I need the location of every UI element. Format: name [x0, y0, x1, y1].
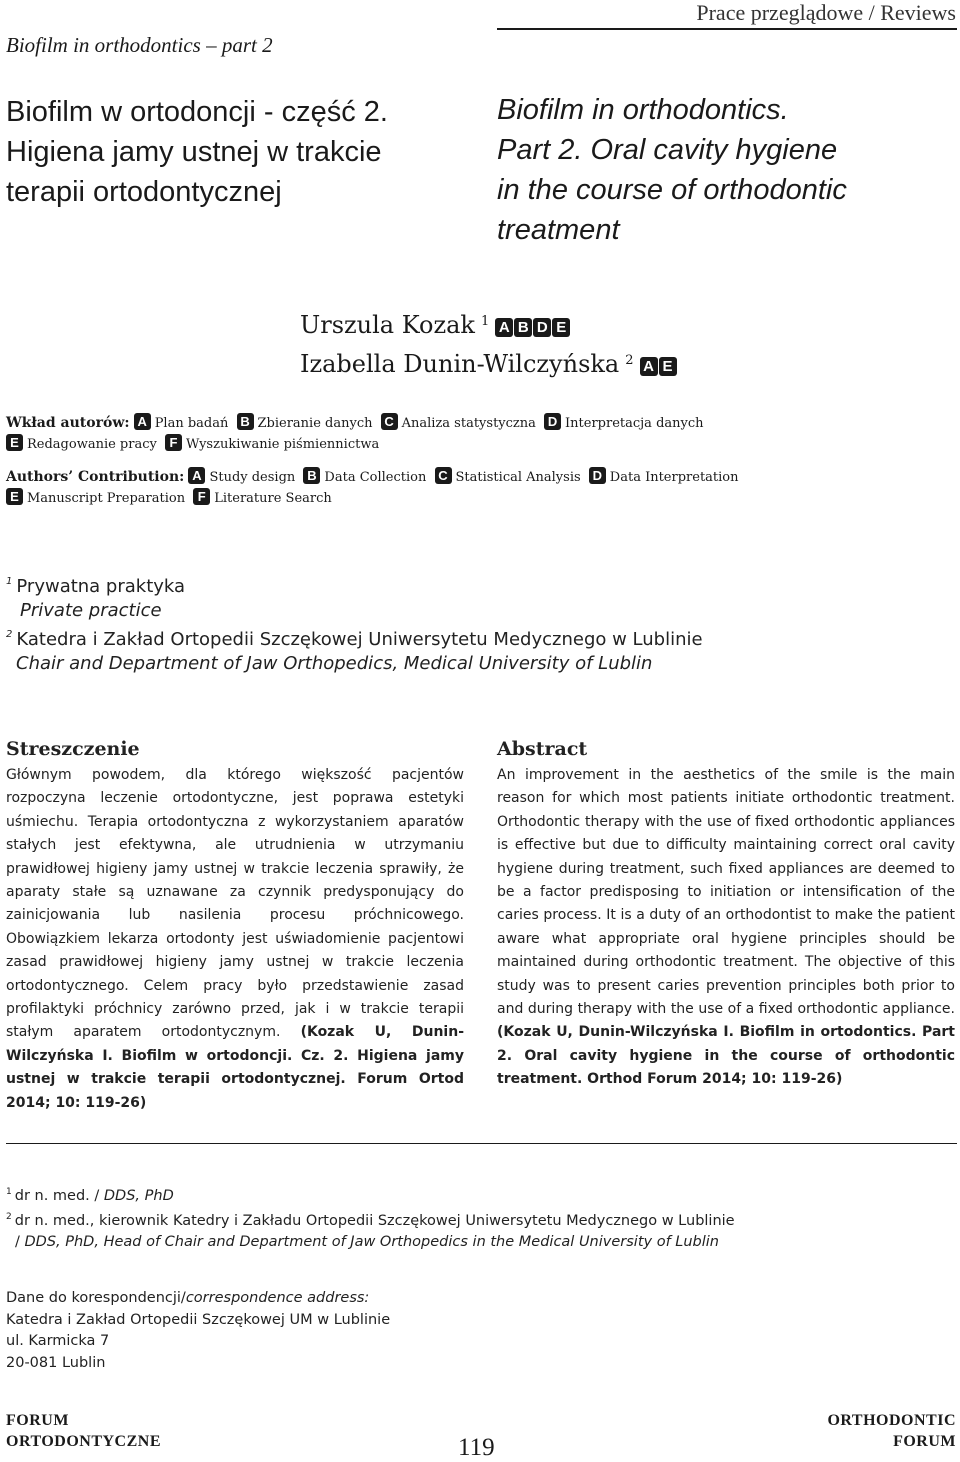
abstract-citation: (Kozak U, Dunin-Wilczyńska I. Biofilm w ortodoncji. Cz. 2. Higiena jamy ustnej w trakcie terapii ortodontycznej. Forum Ortod 2014; 10: 119-26) [6, 1024, 465, 1111]
note-en: DDS, PhD [103, 1188, 174, 1204]
contribution-item [435, 470, 581, 485]
role-badge: E [552, 318, 570, 337]
role-badge: A [640, 357, 658, 376]
journal-name-en [827, 1410, 956, 1452]
affil-number: 2 [6, 629, 13, 640]
title-pl-line: Higiena jamy ustnej w trakcie [6, 136, 382, 168]
contribution-item [544, 416, 703, 431]
role-badge: C [381, 413, 398, 430]
abstract-heading: Abstract [497, 738, 588, 760]
affiliation-1 [6, 570, 703, 599]
note-2 [6, 1207, 735, 1232]
affil-pl: Prywatna praktyka [16, 576, 186, 597]
contribution-text: Data Collection [324, 470, 427, 485]
abstract-heading: Streszczenie [6, 738, 140, 760]
contribution-item [237, 416, 373, 431]
role-badge: B [303, 467, 320, 484]
title-english [497, 90, 957, 250]
contribution-text: Zbieranie danych [257, 416, 373, 431]
author-affil-number: 2 [625, 353, 634, 368]
note-2-en [6, 1232, 735, 1253]
abstract-body: Głównym powodem, dla którego większość pacjentów rozpoczyna leczenie ortodontyczne, jest poprawa estetyki uśmiechu. Terapia ortodontyczna z wykorzystaniem aparatów stałych jest efektywna, ale utrudnienia w utrzymaniu prawidłowej higieny jamy ustnej w trakcie leczenia sprawiły, że aparaty stałe są uznawane za czynnik predysponujący do zainicjowania lub nasilenia procesu próchnicowego. Obowiązkiem lekarza ortodonty jest uświadomienie pacjentowi zasad prawidłowej higieny jamy ustnej w trakcie leczenia ortodontycznego. Celem pracy było przedstawienie zasad profilaktyki próchnicy zarówno przed, jak i w trakcie terapii stałym aparatem ortodontycznym. [6, 767, 464, 1041]
note-1 [6, 1182, 735, 1207]
note-slash: / [15, 1234, 25, 1250]
journal-name-pl [6, 1410, 161, 1452]
title-en-line: treatment [497, 214, 620, 246]
role-badge: C [435, 467, 452, 484]
contribution-item [6, 491, 185, 506]
contribution-text: Literature Search [214, 491, 332, 506]
contribution-item [381, 416, 536, 431]
title-polish [6, 92, 476, 212]
contribution-text: Wyszukiwanie piśmiennictwa [186, 437, 380, 452]
role-badge: B [514, 318, 532, 337]
journal-line: ORTODONTYCZNE [6, 1433, 161, 1450]
journal-line: ORTHODONTIC [827, 1412, 956, 1429]
corr-label-pl: Dane do korespondencji/ [6, 1290, 186, 1306]
contribution-label: Wkład autorów: [6, 415, 130, 431]
contribution-item [303, 470, 426, 485]
contribution-item [589, 470, 739, 485]
contribution-text: Statistical Analysis [455, 470, 581, 485]
title-en-line: Biofilm in orthodontics. [497, 94, 789, 126]
note-number: 1 [6, 1187, 12, 1197]
author-notes [6, 1182, 735, 1253]
role-badge: E [6, 434, 23, 451]
running-head: Biofilm in orthodontics – part 2 [6, 33, 273, 57]
affil-number: 1 [6, 576, 13, 587]
title-en-line: in the course of orthodontic [497, 174, 847, 206]
affil-en: Chair and Department of Jaw Orthopedics, Medical University of Lublin [16, 653, 653, 674]
author-name: Urszula Kozak [300, 311, 475, 339]
abstract-citation: (Kozak U, Dunin-Wilczyńska I. Biofilm in ortodontics. Part 2. Oral cavity hygiene in the course of orthodontic treatment. Orthod Forum 2014; 10: 119-26) [497, 1024, 955, 1088]
affiliations [6, 570, 703, 676]
abstract-polish [6, 736, 464, 1115]
affiliation-2 [6, 623, 703, 652]
role-badge: D [544, 413, 561, 430]
affil-pl: Katedra i Zakład Ortopedii Szczękowej Uniwersytetu Medycznego w Lublinie [16, 629, 703, 650]
role-badge: D [589, 467, 606, 484]
author-affil-number: 1 [480, 314, 490, 329]
abstract-body: An improvement in the aesthetics of the smile is the main reason for which most patients initiate orthodontic treatment. Orthodontic therapy with the use of fixed orthodontic appliances is effective but due to difficulty maintaining correct oral cavity hygiene during treatment, such fixed appliances are deemed to be a factor predisposing to initiation or intensification of the caries process. It is a duty of an orthodontist to make the patient aware what appropriate oral hygiene principles should be maintained during orthodontic treatment. The objective of this study was to present caries prevention principles both prior to and during therapy with the use of a fixed orthodontic appliance. [497, 767, 955, 1018]
note-en: DDS, PhD, Head of Chair and Department of Jaw Orthopedics in the Medical University of Lublin [24, 1234, 719, 1250]
contribution-text: Plan badań [154, 416, 229, 431]
author-2 [300, 343, 678, 382]
journal-line: FORUM [6, 1412, 69, 1429]
contribution-item [6, 437, 157, 452]
contribution-text: Redagowanie pracy [27, 437, 157, 452]
role-badge: D [533, 318, 551, 337]
header-rule [497, 28, 957, 30]
corr-label-en: correspondence address: [185, 1290, 370, 1306]
contribution-item [134, 416, 229, 431]
affil-en: Private practice [20, 600, 162, 621]
role-badge: F [193, 488, 210, 505]
title-pl-line: Biofilm w ortodoncji - część 2. [6, 96, 388, 128]
contribution-item [188, 470, 295, 485]
contribution-legend-pl [6, 413, 946, 455]
role-badge: B [237, 413, 254, 430]
contribution-text: Study design [209, 470, 296, 485]
author-list [300, 304, 678, 382]
corr-line: 20-081 Lublin [6, 1354, 106, 1371]
contribution-text: Data Interpretation [609, 470, 739, 485]
note-number: 2 [6, 1212, 12, 1222]
title-en-line: Part 2. Oral cavity hygiene [497, 134, 838, 166]
contribution-item [165, 437, 379, 452]
title-pl-line: terapii ortodontycznej [6, 176, 282, 208]
contribution-text: Analiza statystyczna [401, 416, 536, 431]
note-pl: dr n. med. / [14, 1188, 104, 1204]
role-badge: A [188, 467, 205, 484]
role-badge: F [165, 434, 182, 451]
page-number: 119 [458, 1434, 495, 1461]
contribution-label: Authors’ Contribution: [6, 469, 185, 485]
author-1 [300, 304, 678, 343]
correspondence-address [6, 1288, 390, 1374]
author-name: Izabella Dunin-Wilczyńska [300, 350, 620, 378]
role-badge: A [495, 318, 513, 337]
contribution-text: Manuscript Preparation [27, 491, 186, 506]
role-badge: E [659, 357, 677, 376]
role-badge: E [6, 488, 23, 505]
role-badge: A [134, 413, 151, 430]
corr-line: ul. Karmicka 7 [6, 1333, 110, 1349]
contribution-item [193, 491, 332, 506]
section-label: Prace przeglądowe / Reviews [696, 0, 956, 25]
journal-line: FORUM [893, 1433, 956, 1450]
note-pl: dr n. med., kierownik Katedry i Zakładu Ortopedii Szczękowej Uniwersytetu Medycznego w Lublinie [14, 1213, 735, 1229]
abstract-english [497, 736, 955, 1092]
divider [6, 1143, 957, 1144]
contribution-legend-en [6, 467, 946, 509]
corr-line: Katedra i Zakład Ortopedii Szczękowej UM w Lublinie [6, 1311, 391, 1328]
contribution-text: Interpretacja danych [565, 416, 704, 431]
